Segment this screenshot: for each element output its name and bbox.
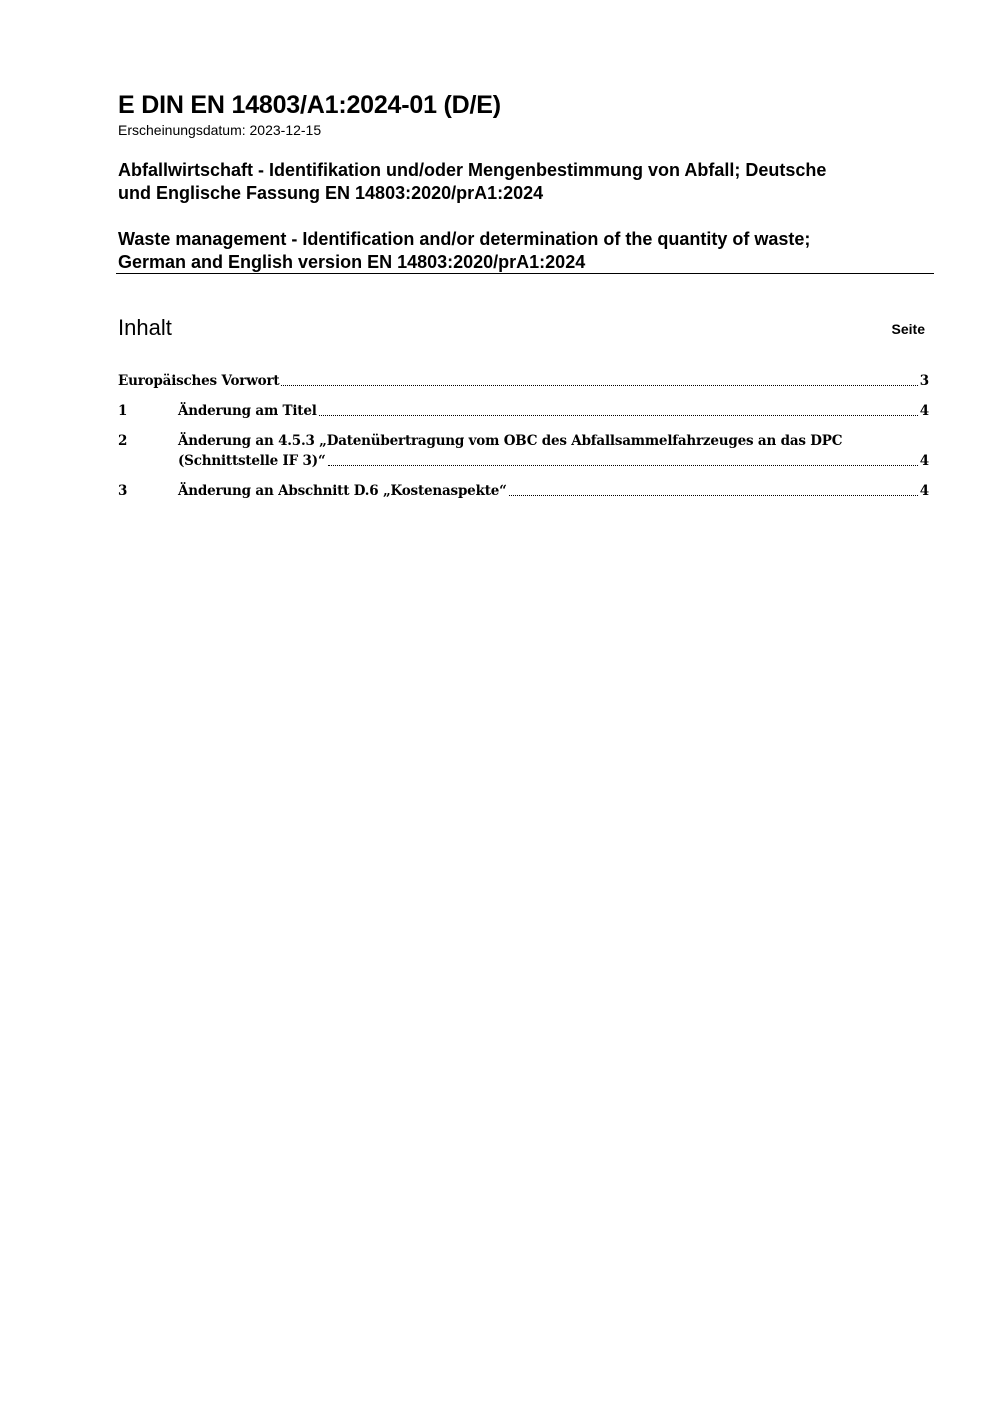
document-number: E DIN EN 14803/A1:2024-01 (D/E) — [118, 91, 501, 119]
toc-heading: Inhalt — [118, 315, 172, 340]
toc-entry-foreword[interactable] — [118, 371, 929, 391]
toc-leader-dots — [319, 415, 918, 416]
toc-entry-page: 3 — [919, 373, 929, 389]
toc-entry-text: Änderung an Abschnitt D.6 „Kostenaspekte“ — [178, 483, 507, 499]
toc-entry-text-line-2: (Schnittstelle IF 3)“ — [178, 453, 326, 469]
toc-entry-number: 1 — [118, 403, 128, 419]
toc-entry-number: 3 — [118, 483, 128, 499]
title-german-line-1: Abfallwirtschaft - Identifikation und/oder Mengenbestimmung von Abfall; Deutsche — [118, 160, 827, 180]
title-german-line-2: und Englische Fassung EN 14803:2020/prA1:2024 — [118, 183, 544, 203]
title-english — [118, 228, 928, 274]
publication-date: Erscheinungsdatum: 2023-12-15 — [118, 122, 322, 138]
toc-entry-text: Änderung am Titel — [178, 403, 317, 419]
title-english-line-2: German and English version EN 14803:2020/prA1:2024 — [118, 252, 586, 272]
toc-page-column-heading: Seite — [891, 321, 925, 337]
toc-leader-dots — [509, 495, 918, 496]
toc-entry-3[interactable] — [118, 481, 929, 501]
toc-leader-dots — [328, 465, 918, 466]
title-english-line-1: Waste management - Identification and/or determination of the quantity of waste; — [118, 229, 811, 249]
toc-entry-1[interactable] — [118, 401, 929, 421]
toc-leader-dots — [281, 385, 917, 386]
toc-entry-number: 2 — [118, 433, 128, 449]
toc-entry-text: Europäisches Vorwort — [118, 373, 280, 389]
title-divider — [116, 273, 934, 274]
toc-entry-2[interactable] — [118, 431, 929, 471]
toc-entry-page: 4 — [919, 483, 929, 499]
title-german — [118, 159, 928, 205]
toc-entry-text-line-1: Änderung an 4.5.3 „Datenübertragung vom OBC des Abfallsammelfahrzeuges an das DPC — [178, 433, 843, 449]
table-of-contents — [118, 371, 929, 501]
toc-entry-page: 4 — [919, 403, 929, 419]
toc-entry-page: 4 — [919, 453, 929, 469]
